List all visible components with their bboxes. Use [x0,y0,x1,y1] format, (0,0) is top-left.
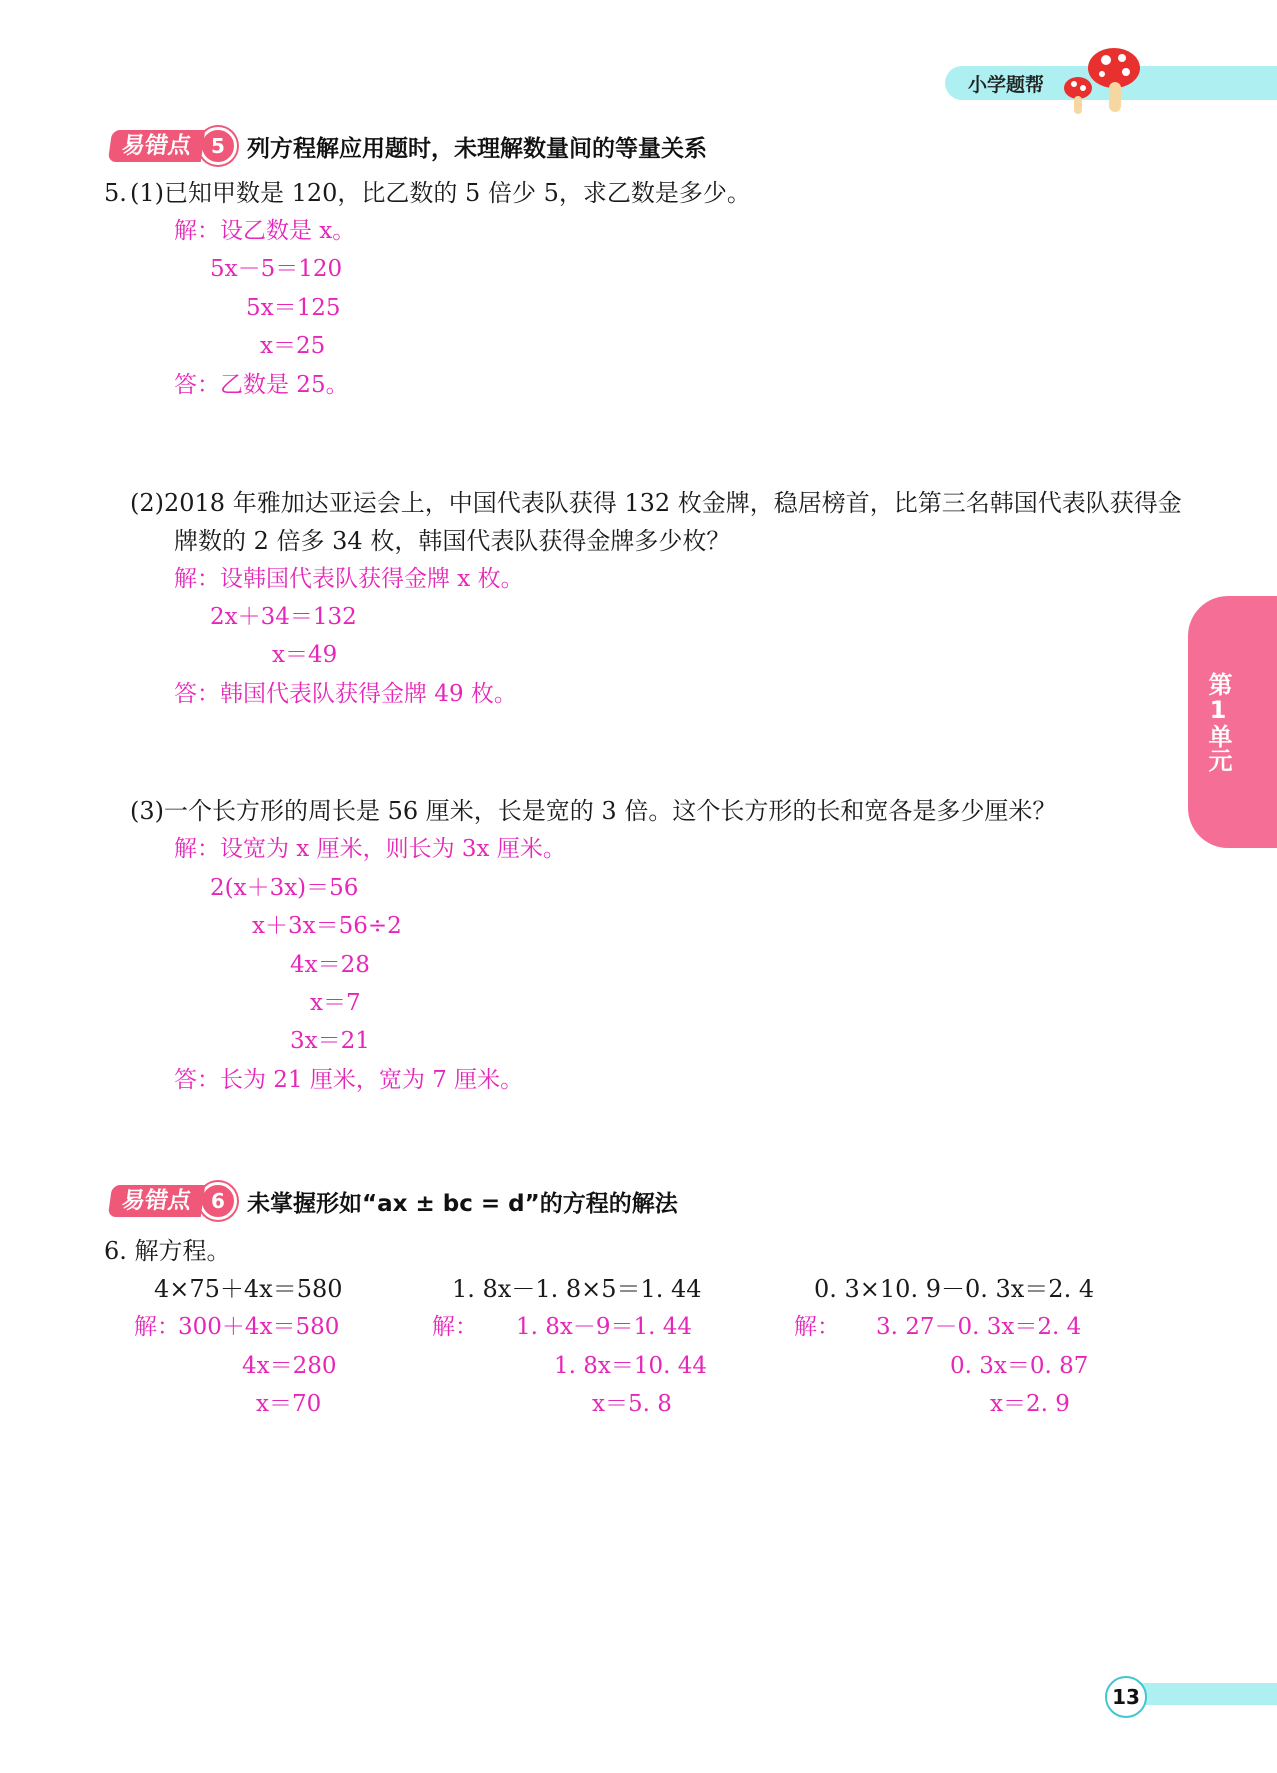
equation-1-prefix: 解： [134,1314,180,1340]
tag-label: 易错点 [108,1185,205,1217]
answer-line: x＝25 [260,333,326,359]
question-5-2: (2)2018 年雅加达亚运会上，中国代表队获得 132 枚金牌，稳居榜首，比第三名韩国代表队获得金 [130,489,1182,517]
equation-3-step: x＝2. 9 [990,1391,1070,1417]
equation-1-step: 300＋4x＝580 [178,1314,340,1340]
error-point-tag-5 [110,128,707,164]
equation-3-problem: 0. 3×10. 9－0. 3x＝2. 4 [814,1275,1095,1303]
answer-line: 5x－5＝120 [210,256,343,282]
unit-label: 第1单元 [1204,672,1232,772]
equation-2-step: x＝5. 8 [592,1391,672,1417]
question-5-number: 5. [104,179,127,207]
answer-line: 解：设宽为 x 厘米，则长为 3x 厘米。 [174,836,566,862]
answer-line: 答：乙数是 25。 [174,372,349,398]
answer-line: x＋3x＝56÷2 [252,913,402,939]
answer-line: 3x＝21 [290,1028,370,1054]
equation-2-step: 1. 8x－9＝1. 44 [516,1314,693,1340]
answer-line: x＝49 [272,642,338,668]
header-title: 小学题帮 [968,74,1045,96]
tag-label: 易错点 [108,130,205,162]
section-title: 未掌握形如“ax ± bc = d”的方程的解法 [247,1190,678,1217]
equation-2-prefix: 解： [432,1314,478,1340]
answer-line: 4x＝28 [290,952,370,978]
equation-1-step: x＝70 [256,1391,322,1417]
equation-1-problem: 4×75＋4x＝580 [154,1275,343,1303]
tag-number: 5 [199,127,237,165]
answer-line: 2(x＋3x)＝56 [210,875,359,901]
equation-2-problem: 1. 8x－1. 8×5＝1. 44 [452,1275,702,1303]
equation-3-step: 3. 27－0. 3x＝2. 4 [876,1314,1082,1340]
equation-2-step: 1. 8x＝10. 44 [554,1353,708,1379]
question-5-3: (3)一个长方形的周长是 56 厘米，长是宽的 3 倍。这个长方形的长和宽各是多少厘米？ [130,797,1057,825]
error-point-tag-6 [110,1183,678,1219]
tag-number: 6 [199,1182,237,1220]
answer-line: 答：韩国代表队获得金牌 49 枚。 [174,681,517,707]
question-5-2-cont: 牌数的 2 倍多 34 枚，韩国代表队获得金牌多少枚？ [174,527,731,555]
answer-line: x＝7 [310,990,361,1016]
answer-line: 5x＝125 [246,295,341,321]
equation-3-step: 0. 3x＝0. 87 [950,1353,1089,1379]
answer-line: 2x＋34＝132 [210,604,357,630]
mushroom-icon [1062,44,1142,116]
answer-line: 解：设乙数是 x。 [174,218,356,244]
equation-3-prefix: 解： [794,1314,840,1340]
answer-line: 解：设韩国代表队获得金牌 x 枚。 [174,566,524,592]
section-title: 列方程解应用题时，未理解数量间的等量关系 [247,135,707,162]
page-number: 13 [1105,1676,1147,1718]
answer-line: 答：长为 21 厘米，宽为 7 厘米。 [174,1067,524,1093]
equation-1-step: 4x＝280 [242,1353,337,1379]
question-5-1: (1)已知甲数是 120，比乙数的 5 倍少 5，求乙数是多少。 [130,179,751,207]
question-6: 6. 解方程。 [104,1237,231,1265]
